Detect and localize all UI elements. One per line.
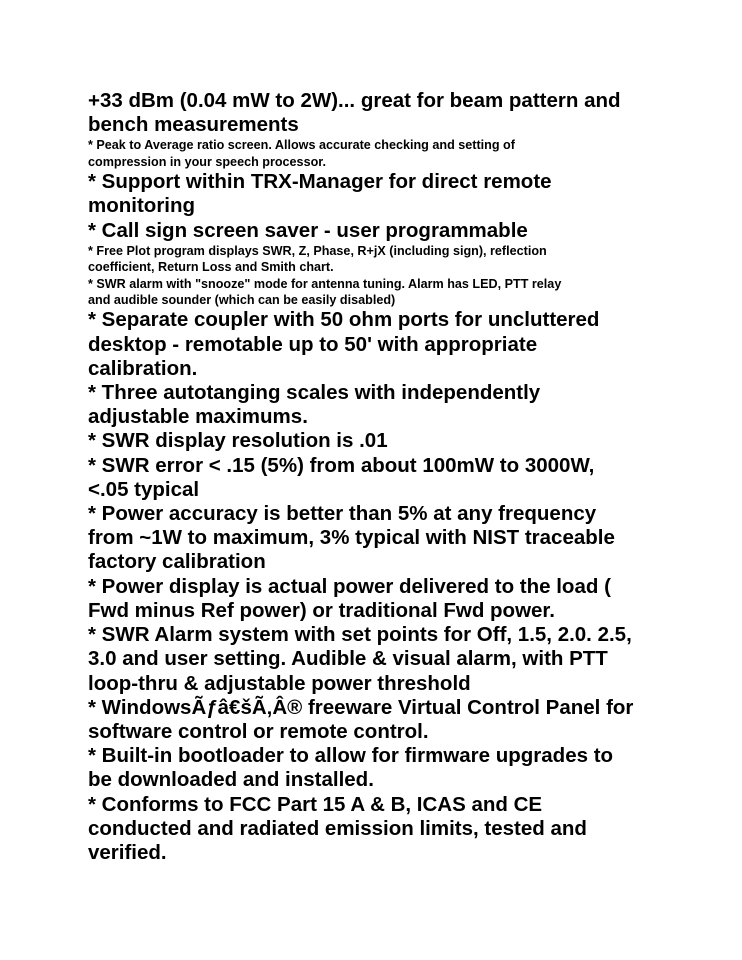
text-line: verified. [88, 840, 167, 864]
text-line: * SWR error < .15 (5%) from about 100mW to 3000W, [88, 453, 595, 477]
feature-paragraph [88, 696, 688, 744]
text-line: * Power accuracy is better than 5% at any frequency [88, 502, 597, 526]
document-page [88, 89, 688, 865]
text-line: from ~1W to maximum, 3% typical with NIST traceable [88, 526, 615, 550]
text-line: calibration. [88, 356, 198, 380]
feature-paragraph [88, 744, 688, 792]
text-line: compression in your speech processor. [88, 154, 326, 169]
text-line: * Power display is actual power delivered to the load ( [88, 574, 611, 598]
feature-note [88, 137, 688, 170]
feature-paragraph [88, 219, 688, 243]
text-line: * Separate coupler with 50 ohm ports for uncluttered [88, 308, 600, 332]
text-line: * SWR alarm with "snooze" mode for antenna tuning. Alarm has LED, PTT relay [88, 276, 562, 291]
text-line: desktop - remotable up to 50' with appropriate [88, 332, 538, 356]
text-line: Fwd minus Ref power) or traditional Fwd power. [88, 598, 555, 622]
feature-note [88, 243, 688, 276]
text-line: * WindowsÃƒâ€šÃ‚Â® freeware Virtual Control Panel for [88, 695, 634, 719]
feature-paragraph [88, 575, 688, 623]
text-line: * Free Plot program displays SWR, Z, Phase, R+jX (including sign), reflection [88, 243, 547, 258]
feature-paragraph [88, 454, 688, 502]
text-line: * SWR Alarm system with set points for Off, 1.5, 2.0. 2.5, [88, 623, 632, 647]
text-line: 3.0 and user setting. Audible & visual alarm, with PTT [88, 647, 608, 671]
feature-paragraph [88, 381, 688, 429]
text-line: adjustable maximums. [88, 405, 308, 429]
text-line: +33 dBm (0.04 mW to 2W)... great for beam pattern and [88, 89, 621, 112]
feature-paragraph [88, 429, 688, 453]
text-line: * Built-in bootloader to allow for firmware upgrades to [88, 744, 614, 768]
text-line: factory calibration [88, 550, 266, 574]
text-line: monitoring [88, 194, 196, 218]
feature-paragraph [88, 623, 688, 696]
text-line: <.05 typical [88, 477, 200, 501]
text-line: * Conforms to FCC Part 15 A & B, ICAS and CE [88, 792, 543, 816]
feature-paragraph [88, 793, 688, 866]
text-line: bench measurements [88, 113, 299, 137]
text-line: be downloaded and installed. [88, 768, 374, 792]
text-line: conducted and radiated emission limits, tested and [88, 816, 587, 840]
text-line: * Peak to Average ratio screen. Allows accurate checking and setting of [88, 138, 515, 153]
text-line: * Call sign screen saver - user programmable [88, 218, 528, 242]
feature-paragraph [88, 89, 688, 137]
feature-paragraph [88, 170, 688, 218]
text-line: and audible sounder (which can be easily disabled) [88, 293, 396, 308]
text-line: * Three autotanging scales with independently [88, 381, 541, 405]
feature-paragraph [88, 308, 688, 381]
text-line: software control or remote control. [88, 719, 429, 743]
text-line: loop-thru & adjustable power threshold [88, 671, 471, 695]
text-line: coefficient, Return Loss and Smith chart. [88, 260, 334, 275]
text-line: * SWR display resolution is .01 [88, 429, 388, 453]
text-line: * Support within TRX-Manager for direct remote [88, 170, 552, 194]
feature-note [88, 276, 688, 309]
feature-paragraph [88, 502, 688, 575]
